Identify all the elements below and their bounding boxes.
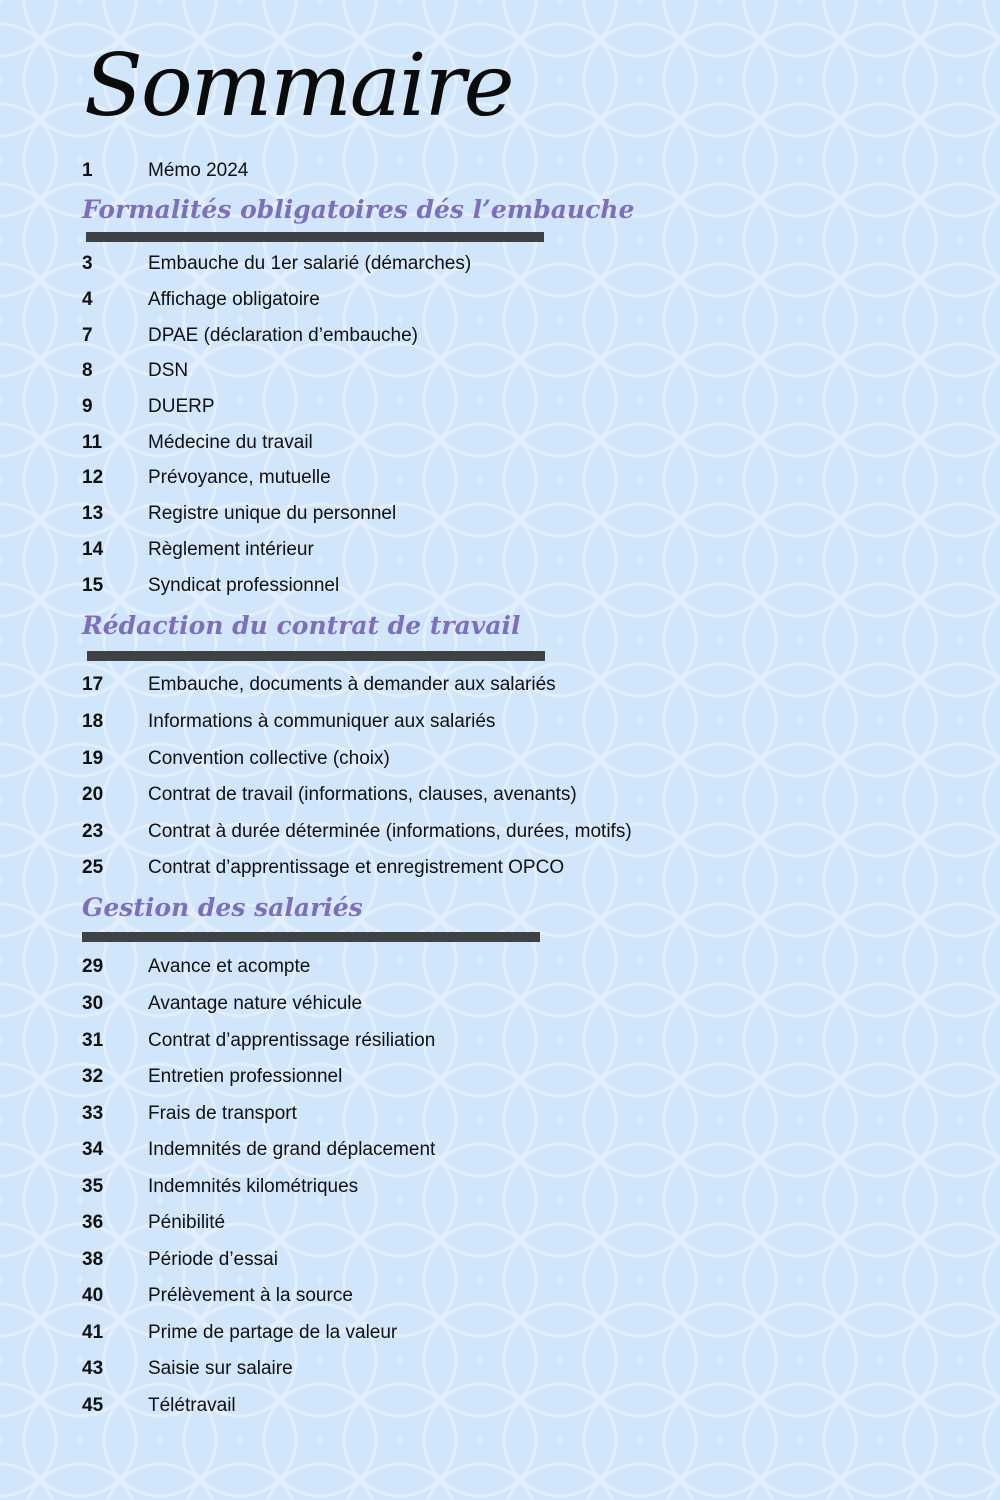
toc-entry[interactable] <box>82 1245 278 1275</box>
entry-label: Pénibilité <box>148 1212 226 1233</box>
entry-label: Informations à communiquer aux salariés <box>148 711 496 732</box>
page-number: 9 <box>82 396 93 417</box>
section-divider <box>82 932 540 942</box>
entry-label: Embauche, documents à demander aux salariés <box>148 674 556 695</box>
entry-label: Indemnités de grand déplacement <box>148 1139 436 1160</box>
entry-label: Affichage obligatoire <box>148 289 320 310</box>
page-number: 40 <box>82 1285 104 1306</box>
toc-entry[interactable] <box>82 1062 342 1092</box>
entry-label: Règlement intérieur <box>148 539 314 560</box>
toc-entry[interactable] <box>82 989 362 1019</box>
toc-entry[interactable] <box>82 670 556 700</box>
toc-entry[interactable] <box>82 1208 225 1238</box>
toc-entry-intro[interactable] <box>82 156 248 186</box>
page-number: 11 <box>82 432 103 453</box>
toc-entry[interactable] <box>82 1099 297 1129</box>
toc-entry[interactable] <box>82 1172 358 1202</box>
entry-label: Prélèvement à la source <box>148 1285 353 1306</box>
page-number: 15 <box>82 575 104 596</box>
entry-label: Indemnités kilométriques <box>148 1176 359 1197</box>
toc-entry[interactable] <box>82 853 564 883</box>
toc-entry[interactable] <box>82 952 310 982</box>
page-number: 1 <box>82 160 93 181</box>
entry-label: DPAE (déclaration d’embauche) <box>148 325 419 346</box>
entry-label: Contrat de travail (informations, clauses, avenants) <box>148 784 577 805</box>
entry-label: Prime de partage de la valeur <box>148 1322 398 1343</box>
toc-entry[interactable] <box>82 1026 435 1056</box>
entry-label: Contrat d’apprentissage résiliation <box>148 1030 436 1051</box>
page-number: 45 <box>82 1395 104 1416</box>
entry-label: Avantage nature véhicule <box>148 993 363 1014</box>
entry-label: Télétravail <box>148 1395 236 1416</box>
page-number: 33 <box>82 1103 104 1124</box>
page-number: 17 <box>82 674 104 695</box>
toc-entry[interactable] <box>82 571 339 601</box>
section-divider <box>86 232 544 242</box>
page-number: 18 <box>82 711 104 732</box>
entry-label: Prévoyance, mutuelle <box>148 467 331 488</box>
entry-label: Embauche du 1er salarié (démarches) <box>148 253 472 274</box>
toc-entry[interactable] <box>82 1354 293 1384</box>
entry-label: DSN <box>148 360 189 381</box>
page-number: 23 <box>82 821 104 842</box>
page-number: 14 <box>82 539 104 560</box>
toc-entry[interactable] <box>82 499 396 529</box>
toc-entry[interactable] <box>82 463 331 493</box>
toc-entry[interactable] <box>82 356 188 386</box>
toc-entry[interactable] <box>82 392 215 422</box>
entry-label: Registre unique du personnel <box>148 503 397 524</box>
entry-label: Médecine du travail <box>148 432 313 453</box>
toc-entry[interactable] <box>82 428 313 458</box>
entry-label: Contrat à durée déterminée (informations, durées, motifs) <box>148 821 632 842</box>
toc-entry[interactable] <box>82 285 320 315</box>
entry-label: Saisie sur salaire <box>148 1358 293 1379</box>
toc-entry[interactable] <box>82 1391 236 1421</box>
toc-entry[interactable] <box>82 1318 397 1348</box>
page-number: 8 <box>82 360 93 381</box>
entry-label: Syndicat professionnel <box>148 575 340 596</box>
page-number: 41 <box>82 1322 104 1343</box>
entry-label: Avance et acompte <box>148 956 311 977</box>
page-number: 38 <box>82 1249 104 1270</box>
page-number: 34 <box>82 1139 104 1160</box>
entry-label: Période d’essai <box>148 1249 278 1270</box>
toc-entry[interactable] <box>82 780 577 810</box>
toc-entry[interactable] <box>82 1135 435 1165</box>
section-title-formalites: Formalités obligatoires dés l’embauche <box>82 195 635 224</box>
toc-entry[interactable] <box>82 1281 353 1311</box>
toc-entry[interactable] <box>82 707 495 737</box>
section-title-gestion: Gestion des salariés <box>82 893 363 922</box>
page-title: Sommaire <box>84 36 513 136</box>
toc-entry[interactable] <box>82 535 314 565</box>
page-number: 20 <box>82 784 104 805</box>
toc-entry[interactable] <box>82 249 471 279</box>
section-divider <box>87 651 545 661</box>
toc-entry[interactable] <box>82 817 632 847</box>
page-number: 36 <box>82 1212 104 1233</box>
page-number: 31 <box>82 1030 104 1051</box>
toc-entry[interactable] <box>82 321 418 351</box>
section-title-redaction: Rédaction du contrat de travail <box>82 611 521 640</box>
page-number: 30 <box>82 993 104 1014</box>
page-number: 35 <box>82 1176 104 1197</box>
page-number: 7 <box>82 325 93 346</box>
entry-label: Convention collective (choix) <box>148 748 390 769</box>
page-number: 12 <box>82 467 104 488</box>
entry-label: Mémo 2024 <box>148 160 249 181</box>
page-number: 13 <box>82 503 104 524</box>
entry-label: Entretien professionnel <box>148 1066 343 1087</box>
page-number: 29 <box>82 956 104 977</box>
entry-label: Contrat d’apprentissage et enregistrement OPCO <box>148 857 565 878</box>
page-number: 4 <box>82 289 93 310</box>
page-number: 19 <box>82 748 104 769</box>
page-number: 32 <box>82 1066 104 1087</box>
page-number: 3 <box>82 253 93 274</box>
page-number: 25 <box>82 857 104 878</box>
page-number: 43 <box>82 1358 104 1379</box>
entry-label: DUERP <box>148 396 215 417</box>
entry-label: Frais de transport <box>148 1103 297 1124</box>
toc-entry[interactable] <box>82 744 390 774</box>
